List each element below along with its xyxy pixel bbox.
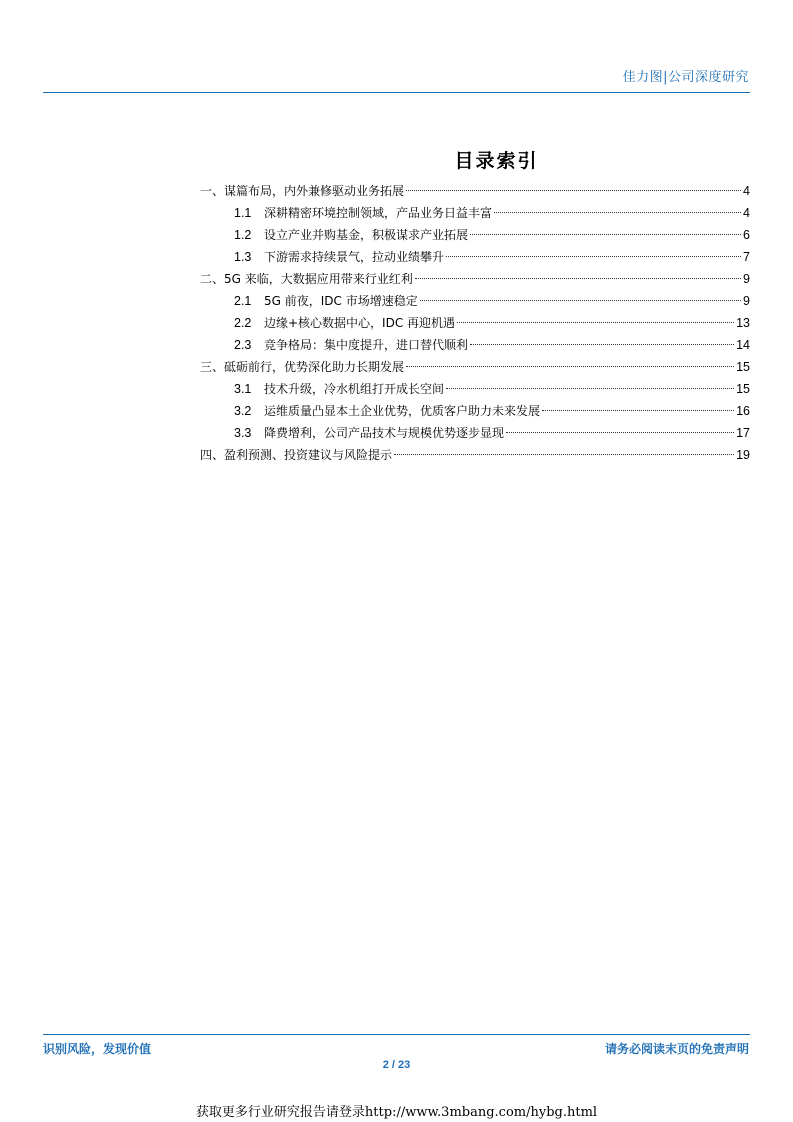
page-number: 2 / 23 [382, 1059, 411, 1071]
toc-entry[interactable] [200, 224, 750, 246]
toc-entry-page: 15 [736, 360, 750, 374]
toc-entry-label: 设立产业并购基金，积极谋求产业拓展 [264, 228, 469, 242]
toc-entry-label: 下游需求持续景气，拉动业绩攀升 [264, 250, 445, 264]
toc-entry-number: 3.3 [234, 426, 252, 440]
toc-entry-number: 3.1 [234, 382, 252, 396]
toc-entry-page: 15 [736, 382, 750, 396]
toc-entry-label: 竞争格局：集中度提升，进口替代顺利 [264, 338, 469, 352]
toc-entry-page: 4 [743, 206, 750, 220]
toc-entry[interactable] [200, 246, 750, 268]
toc-entry-label: 深耕精密环境控制领域，产品业务日益丰富 [264, 206, 493, 220]
toc-entry-label: 一、谋篇布局，内外兼修驱动业务拓展 [200, 184, 405, 198]
toc-entry-label: 技术升级，冷水机组打开成长空间 [264, 382, 445, 396]
toc-entry-page: 19 [736, 448, 750, 462]
toc-leader-dots [457, 322, 734, 323]
toc-leader-dots [470, 234, 741, 235]
toc-entry-label: 降费增利，公司产品技术与规模优势逐步显现 [264, 426, 505, 440]
toc-title: 目录索引 [454, 150, 539, 172]
toc-entry[interactable] [200, 290, 750, 312]
footer-slogan: 识别风险，发现价值 [43, 1042, 152, 1056]
toc-entry[interactable] [200, 202, 750, 224]
toc-entry-page: 6 [743, 228, 750, 242]
toc-leader-dots [415, 278, 741, 279]
toc-entry[interactable] [200, 268, 750, 290]
toc-leader-dots [470, 344, 734, 345]
toc-entry-number: 1.3 [234, 250, 252, 264]
header-divider [43, 92, 750, 93]
toc-leader-dots [494, 212, 741, 213]
toc-entry[interactable] [200, 378, 750, 400]
toc-entry[interactable] [200, 422, 750, 444]
toc-entry-page: 16 [736, 404, 750, 418]
toc-leader-dots [420, 300, 741, 301]
toc-leader-dots [406, 366, 734, 367]
toc-entry-number: 1.1 [234, 206, 252, 220]
toc-entry-page: 14 [736, 338, 750, 352]
toc-entry-label: 5G 前夜，IDC 市场增速稳定 [264, 294, 418, 308]
toc-entry-label: 四、盈利预测、投资建议与风险提示 [200, 448, 393, 462]
footer-disclaimer-notice: 请务必阅读末页的免责声明 [604, 1042, 749, 1056]
toc-entry-number: 2.1 [234, 294, 252, 308]
toc-entry[interactable] [200, 334, 750, 356]
toc-entry[interactable] [200, 356, 750, 378]
toc-entry[interactable] [200, 444, 750, 466]
toc-entry-number: 1.2 [234, 228, 252, 242]
toc-entry-page: 4 [743, 184, 750, 198]
toc-entry-page: 9 [743, 272, 750, 286]
toc-leader-dots [406, 190, 741, 191]
toc-entry-label: 边缘+核心数据中心，IDC 再迎机遇 [264, 316, 456, 330]
toc-entry-page: 17 [736, 426, 750, 440]
toc-entry-number: 2.3 [234, 338, 252, 352]
toc-entry-number: 3.2 [234, 404, 252, 418]
toc-entry[interactable] [200, 400, 750, 422]
toc-leader-dots [394, 454, 734, 455]
toc-entry-page: 13 [736, 316, 750, 330]
toc-entry[interactable] [200, 312, 750, 334]
toc-entry[interactable] [200, 180, 750, 202]
toc-leader-dots [446, 256, 741, 257]
toc-entry-label: 三、砥砺前行，优势深化助力长期发展 [200, 360, 405, 374]
toc-entry-page: 9 [743, 294, 750, 308]
toc-entry-label: 二、5G 来临，大数据应用带来行业红利 [200, 272, 413, 286]
toc-leader-dots [446, 388, 734, 389]
table-of-contents [200, 180, 750, 466]
toc-entry-page: 7 [743, 250, 750, 264]
footer-divider [43, 1034, 750, 1035]
header-brand: 佳力图|公司深度研究 [622, 70, 749, 85]
toc-entry-number: 2.2 [234, 316, 252, 330]
promo-link-text[interactable]: 获取更多行业研究报告请登录http://www.3mbang.com/hybg.html [195, 1105, 598, 1120]
toc-entry-label: 运维质量凸显本土企业优势，优质客户助力未来发展 [264, 404, 541, 418]
toc-leader-dots [506, 432, 734, 433]
toc-leader-dots [542, 410, 734, 411]
